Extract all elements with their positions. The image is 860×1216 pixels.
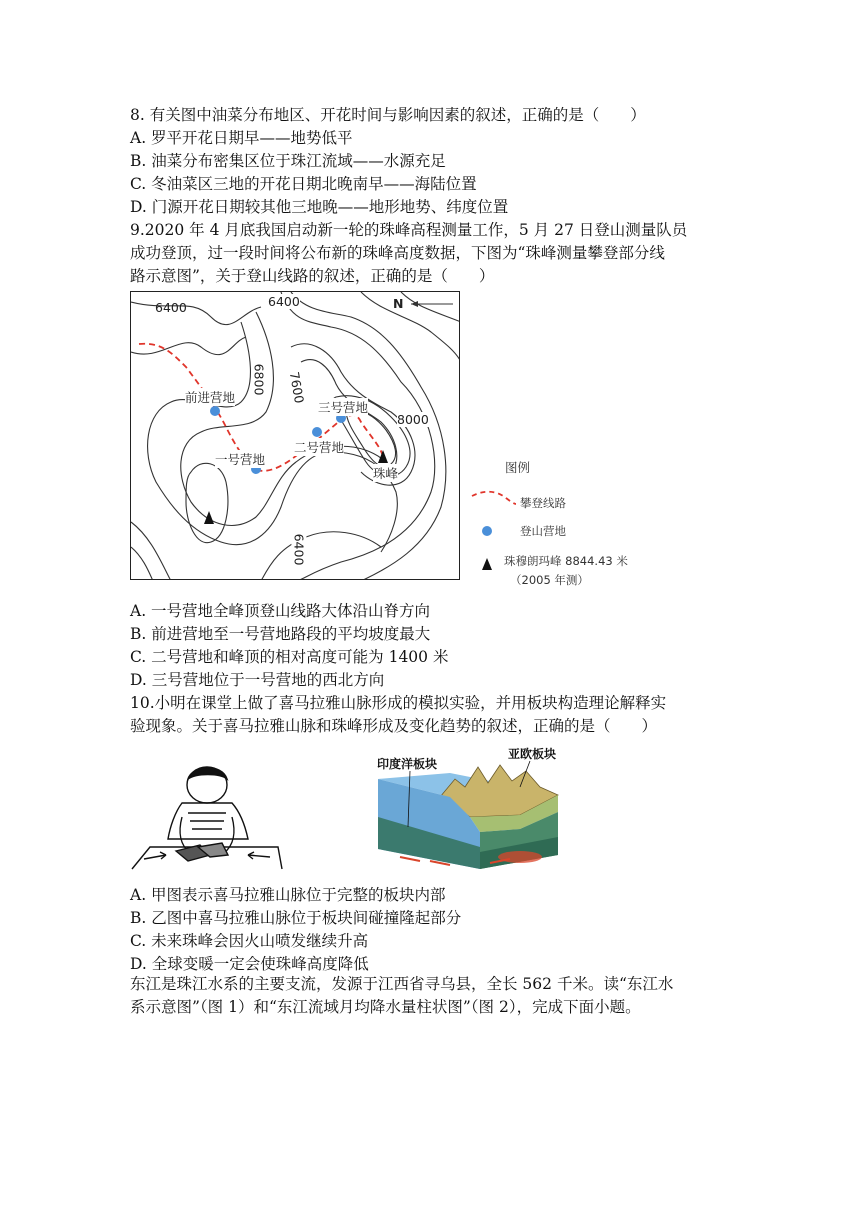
q8-option-b: B. 油菜分布密集区位于珠江流域——水源充足 xyxy=(130,152,446,170)
q8-option-d: D. 门源开花日期较其他三地晚——地形地势、纬度位置 xyxy=(130,198,509,216)
q8-stem: 8. 有关图中油菜分布地区、开花时间与影响因素的叙述，正确的是（ ） xyxy=(130,106,646,124)
contour-label-8000: 8000 xyxy=(397,412,429,427)
contour-label-7600: 7600 xyxy=(286,370,308,405)
q10-option-a: A. 甲图表示喜马拉雅山脉位于完整的板块内部 xyxy=(130,886,446,904)
camp-two-label: 二号营地 xyxy=(294,440,345,455)
camp-two-dot xyxy=(312,427,322,437)
contour-label-6800: 6800 xyxy=(251,363,267,396)
legend-peak-label: 珠穆朗玛峰 8844.43 米 xyxy=(504,554,628,568)
q10-option-b: B. 乙图中喜马拉雅山脉位于板块间碰撞隆起部分 xyxy=(130,909,462,927)
north-label: N xyxy=(393,296,404,311)
plate-collision-diagram xyxy=(370,757,562,875)
q10-stem-line-2: 验现象。关于喜马拉雅山脉和珠峰形成及变化趋势的叙述，正确的是（ ） xyxy=(130,717,658,735)
q8-option-c: C. 冬油菜区三地的开花日期北晚南早——海陆位置 xyxy=(130,175,477,193)
q9-stem-line-2: 成功登顶，过一段时间将公布新的珠峰高度数据，下图为“珠峰测量攀登部分线 xyxy=(130,244,665,262)
q8-option-a: A. 罗平开花日期早——地势低平 xyxy=(130,129,353,147)
camp-one-label: 一号营地 xyxy=(215,452,266,467)
q9-stem-line-3: 路示意图”，关于登山线路的叙述，正确的是（ ） xyxy=(130,267,495,285)
q10-option-d: D. 全球变暖一定会使珠峰高度降低 xyxy=(130,955,369,973)
q9-stem-line-1: 9.2020 年 4 月底我国启动新一轮的珠峰高程测量工作，5 月 27 日登山测量队员 xyxy=(130,221,688,239)
q9-option-b: B. 前进营地至一号营地路段的平均坡度最大 xyxy=(130,625,431,643)
peak-label: 珠峰 xyxy=(373,466,399,481)
legend-title: 图例 xyxy=(505,460,531,475)
indian-plate-label: 印度洋板块 xyxy=(377,757,438,771)
student-experiment-illustration xyxy=(130,757,284,875)
intro-line-2: 系示意图”（图 1）和“东江流域月均降水量柱状图”（图 2），完成下面小题。 xyxy=(130,998,641,1016)
q10-option-c: C. 未来珠峰会因火山喷发继续升高 xyxy=(130,932,369,950)
legend-camp-label: 登山营地 xyxy=(520,524,566,538)
intro-line-1: 东江是珠江水系的主要支流，发源于江西省寻乌县，全长 562 千米。读“东江水 xyxy=(130,975,674,993)
contour-label-6400-left: 6400 xyxy=(155,300,187,315)
legend-route-label: 攀登线路 xyxy=(520,496,566,510)
camp-forward-label: 前进营地 xyxy=(185,390,236,405)
q9-option-c: C. 二号营地和峰顶的相对高度可能为 1400 米 xyxy=(130,648,449,666)
contour-label-6400-bottom: 6400 xyxy=(291,533,307,566)
everest-route-map xyxy=(130,291,460,580)
legend-peak-note: （2005 年测） xyxy=(510,573,589,587)
legend-camp-icon xyxy=(480,524,494,538)
legend-peak-icon xyxy=(480,556,494,572)
contour-label-6400-top: 6400 xyxy=(268,294,300,309)
legend-route-icon xyxy=(470,488,518,508)
left-peak-icon xyxy=(204,511,214,524)
q9-option-a: A. 一号营地全峰顶登山线路大体沿山脊方向 xyxy=(130,602,431,620)
camp-forward-dot xyxy=(210,406,220,416)
q10-stem-line-1: 10.小明在课堂上做了喜马拉雅山脉形成的模拟实验，并用板块构造理论解释实 xyxy=(130,694,667,712)
q9-option-d: D. 三号营地位于一号营地的西北方向 xyxy=(130,671,385,689)
camp-three-label: 三号营地 xyxy=(318,400,369,415)
eurasian-plate-label: 亚欧板块 xyxy=(508,747,557,761)
